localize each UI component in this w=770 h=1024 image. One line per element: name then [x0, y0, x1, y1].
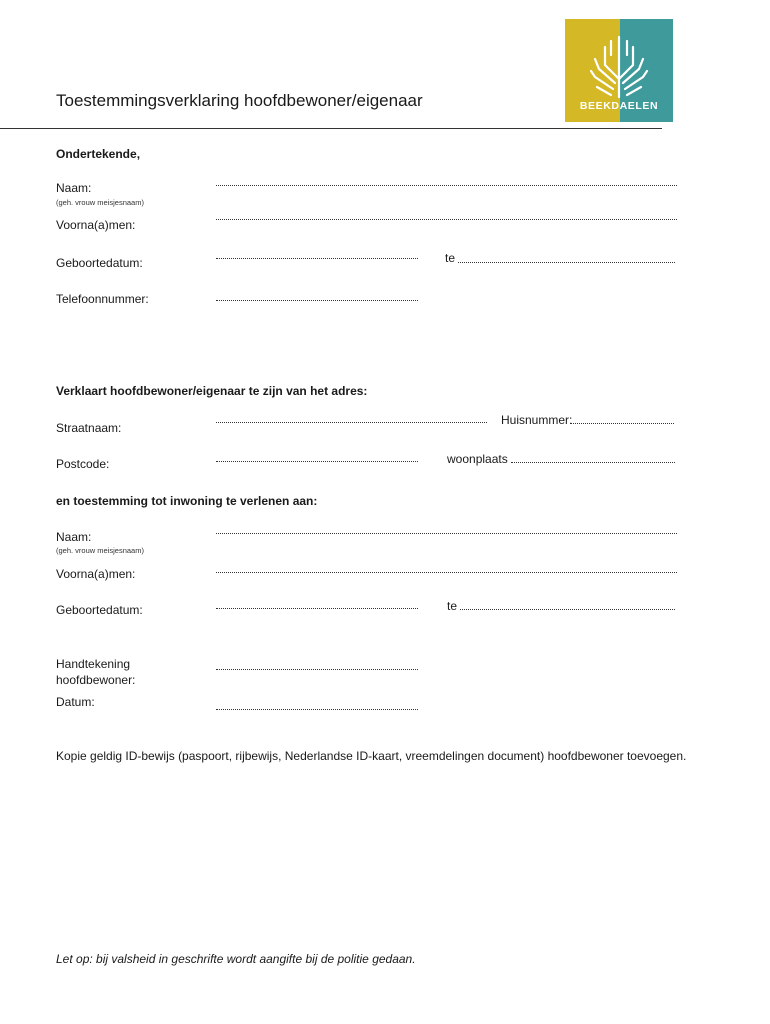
geboorteplaats2-label: te	[447, 599, 458, 613]
woonplaats-field[interactable]	[511, 462, 675, 463]
handtekening-label-line2: hoofdbewoner:	[56, 673, 136, 687]
footer-warning: Let op: bij valsheid in geschrifte wordt aangifte bij de politie gedaan.	[56, 952, 416, 966]
huisnummer-field[interactable]	[570, 423, 674, 424]
geboortedatum-field[interactable]	[216, 258, 418, 259]
datum-field[interactable]	[216, 709, 418, 710]
logo-text: BEEKDAELEN	[579, 100, 659, 112]
naam-label: Naam:	[56, 181, 92, 195]
section3-heading: en toestemming tot inwoning te verlenen aan:	[56, 494, 318, 508]
geboorteplaats-label: te	[445, 251, 456, 265]
postcode-label: Postcode:	[56, 457, 110, 471]
naam-field[interactable]	[216, 185, 677, 186]
title-divider	[0, 128, 662, 129]
huisnummer-label: Huisnummer:	[501, 413, 573, 427]
section2-heading: Verklaart hoofdbewoner/eigenaar te zijn van het adres:	[56, 384, 368, 398]
tree-icon	[565, 19, 673, 104]
geboorteplaats2-field[interactable]	[460, 609, 675, 610]
handtekening-label-line1: Handtekening	[56, 657, 131, 671]
geboortedatum2-label: Geboortedatum:	[56, 603, 143, 617]
telefoon-field[interactable]	[216, 300, 418, 301]
voornamen-label: Voorna(a)men:	[56, 218, 136, 232]
voornamen-field[interactable]	[216, 219, 677, 220]
naam2-sublabel: (geh. vrouw meisjesnaam)	[56, 546, 144, 555]
straatnaam-label: Straatnaam:	[56, 421, 122, 435]
naam2-label: Naam:	[56, 530, 92, 544]
woonplaats-label: woonplaats	[447, 452, 508, 466]
telefoon-label: Telefoonnummer:	[56, 292, 149, 306]
straatnaam-field[interactable]	[216, 422, 487, 423]
naam2-field[interactable]	[216, 533, 677, 534]
geboortedatum2-field[interactable]	[216, 608, 418, 609]
naam-sublabel: (geh. vrouw meisjesnaam)	[56, 198, 144, 207]
section1-heading: Ondertekende,	[56, 147, 141, 161]
voornamen2-field[interactable]	[216, 572, 677, 573]
geboorteplaats-field[interactable]	[458, 262, 675, 263]
handtekening-field[interactable]	[216, 669, 418, 670]
voornamen2-label: Voorna(a)men:	[56, 567, 136, 581]
page-title: Toestemmingsverklaring hoofdbewoner/eigenaar	[56, 91, 423, 110]
datum-label: Datum:	[56, 695, 95, 709]
id-copy-note: Kopie geldig ID-bewijs (paspoort, rijbewijs, Nederlandse ID-kaart, vreemdelingen document) hoofdbewoner toevoegen.	[56, 749, 687, 763]
geboortedatum-label: Geboortedatum:	[56, 256, 143, 270]
postcode-field[interactable]	[216, 461, 418, 462]
